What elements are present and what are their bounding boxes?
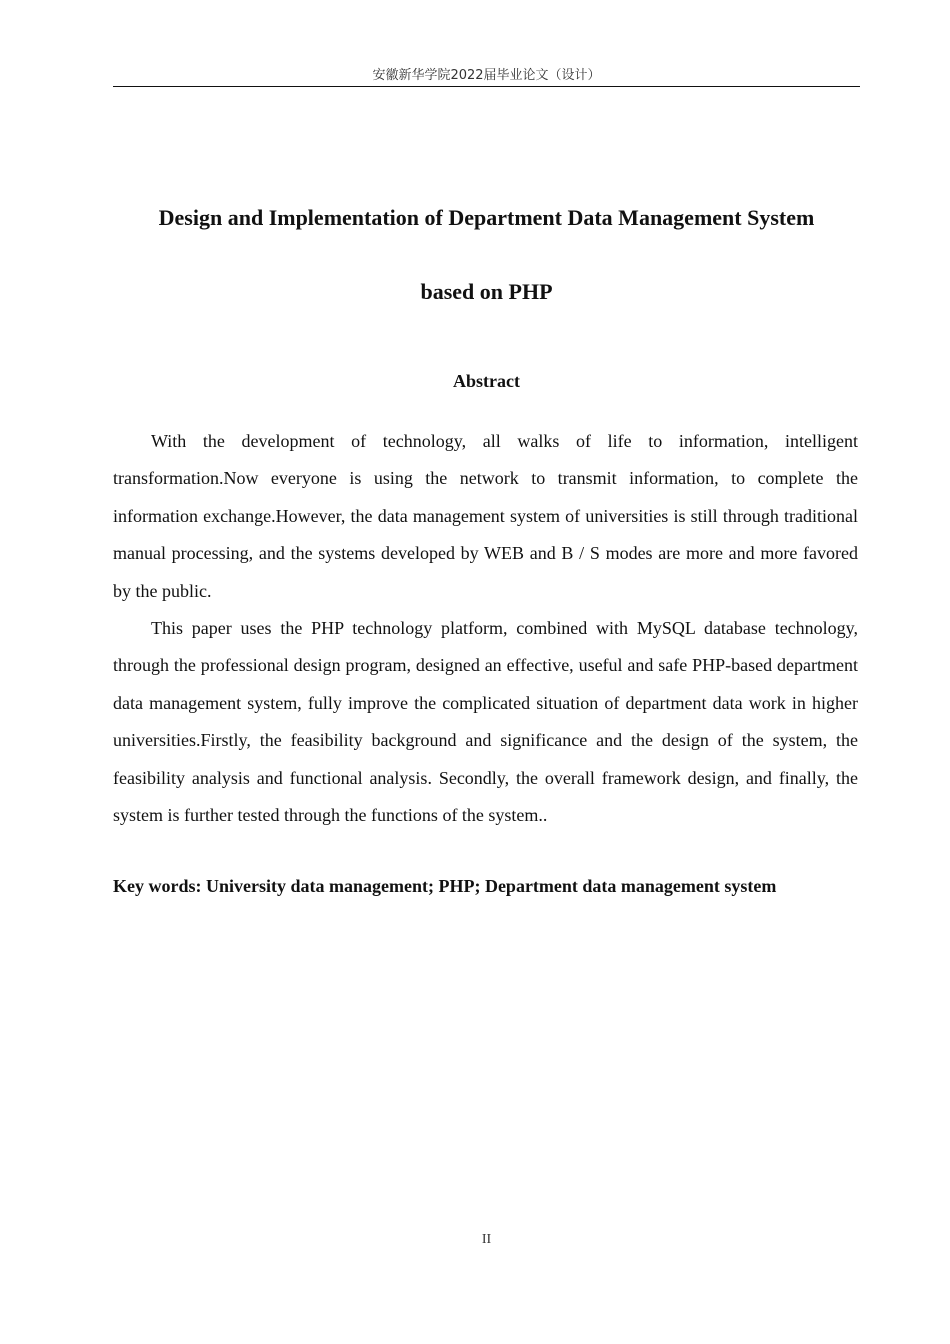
abstract-paragraph: With the development of technology, all walks of life to information, intelligent transformation.Now everyone is using the network to transmit information, to complete the information exchange.However, the data management system of universities is still through traditional manual processing, and the systems developed by WEB and B / S modes are more and more favored by the public. [113, 431, 858, 601]
abstract-body [113, 423, 858, 834]
keywords-line: Key words: University data management; PHP; Department data management system [113, 876, 777, 896]
page-number: II [481, 1232, 492, 1247]
abstract-paragraph: This paper uses the PHP technology platform, combined with MySQL database technology, through the professional design program, designed an effective, useful and safe PHP-based department data management system, fully improve the complicated situation of department data work in higher universities.Firstly, the feasibility background and significance and the design of the system, the feasibility analysis and functional analysis. Secondly, the overall framework design, and finally, the system is further tested through the functions of the system.. [113, 618, 858, 826]
abstract-heading: Abstract [453, 371, 520, 391]
running-header: 安徽新华学院2022届毕业论文（设计） [372, 68, 601, 83]
header-rule [113, 86, 860, 87]
paper-title-line-1: Design and Implementation of Department Data Management System [158, 205, 815, 230]
paper-title-line-2: based on PHP [420, 279, 553, 304]
